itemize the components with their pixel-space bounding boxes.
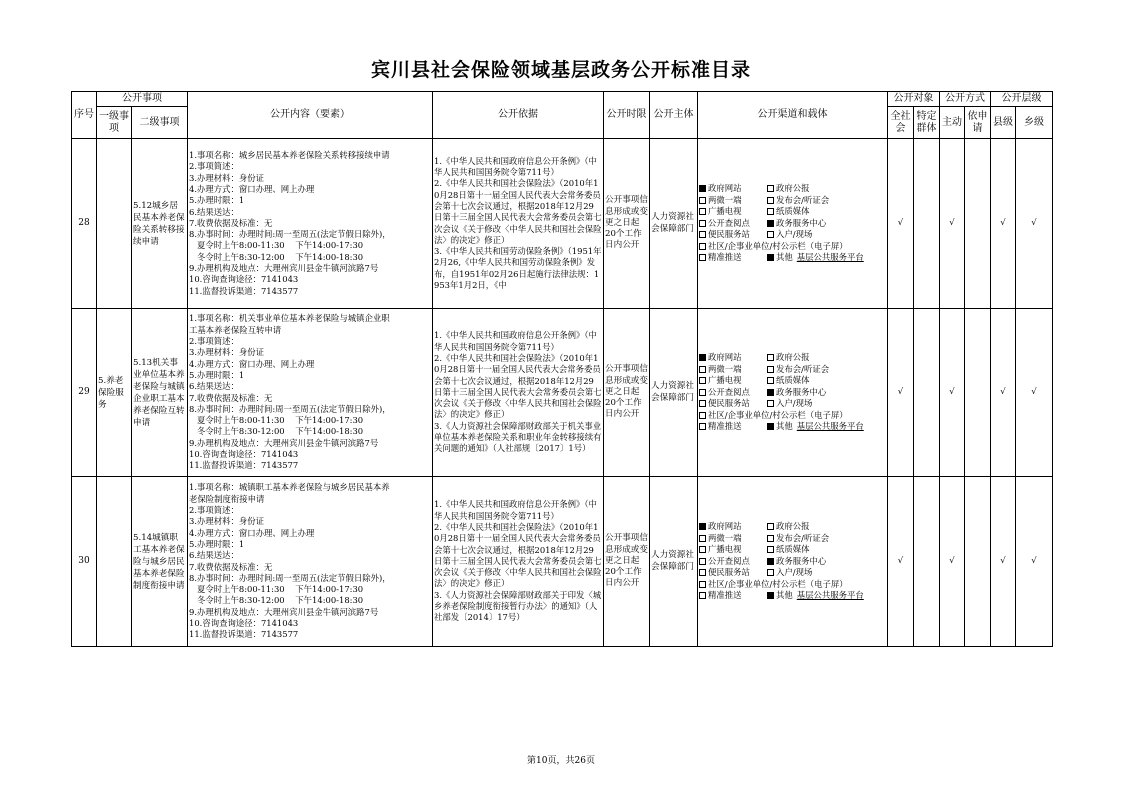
channel-label: 广播电视 (708, 375, 742, 386)
checked-box-icon (767, 220, 774, 227)
check-layer-county: √ (991, 139, 1016, 309)
check-method-active: √ (940, 309, 965, 477)
channel-row (699, 352, 886, 364)
time-limit: 公开事项信息形成或变更之日起20个工作日内公开 (604, 309, 650, 477)
row-seq: 28 (72, 139, 97, 309)
check-layer-county: √ (991, 477, 1016, 647)
channel-label: 纸质媒体 (776, 206, 810, 217)
channel-row (699, 556, 886, 568)
channel-item (767, 387, 826, 399)
header-layer-township: 乡级 (1016, 107, 1053, 139)
unchecked-box-icon (767, 546, 774, 553)
channel-item (699, 410, 848, 422)
channel-row (699, 533, 886, 545)
unchecked-box-icon (699, 569, 706, 576)
channel-extra: 基层公共服务平台 (796, 590, 864, 601)
unchecked-box-icon (699, 366, 706, 373)
channel-row (699, 567, 886, 579)
channel-row (699, 387, 886, 399)
channel-item (767, 352, 810, 364)
unchecked-box-icon (699, 546, 706, 553)
channel-label: 精准推送 (708, 252, 742, 263)
subject: 人力资源社会保障部门 (650, 477, 698, 647)
channel-label: 政府公报 (776, 520, 810, 531)
unchecked-box-icon (699, 400, 706, 407)
basis-text: 1.《中华人民共和国政府信息公开条例》（中华人民共和国国务院令第711号） 2.《中华人民共和国社会保险法》（2010年10月28日第十一届全国人民代表大会常务委员会第十七次会议通过，根据2018年12月29日第十三届全国人民代表大会常务委员会第七次会议《关于修改〈中华人民共和国社会保险法〉的决定》修正） 3.《人力资源社会保障部财政部关于机关事业单位基本养老保险关系和职业年金转移接续有关问题的通知》（人社部规〔2017〕1号） (433, 309, 604, 477)
channel-item (767, 533, 829, 545)
check-target-specific (914, 477, 940, 647)
check-target-specific (914, 309, 940, 477)
unchecked-box-icon (699, 197, 706, 204)
channel-item (767, 544, 810, 556)
channel-label: 公开查阅点 (708, 386, 750, 397)
channel-row (699, 218, 886, 230)
check-method-apply (965, 477, 991, 647)
channel-label: 政务服务中心 (776, 555, 827, 566)
channel-row (699, 410, 886, 422)
header-layer: 公开层级 (991, 92, 1053, 107)
checked-box-icon (767, 592, 774, 599)
channel-item (699, 579, 848, 591)
table-row (72, 309, 1053, 477)
channel-item (699, 398, 767, 410)
header-target-specific: 特定群体 (914, 107, 940, 139)
channels-list (698, 139, 888, 309)
channel-label: 便民服务站 (708, 567, 750, 578)
page-footer: 第10页，共26页 (527, 756, 595, 766)
channel-label: 便民服务站 (708, 398, 750, 409)
header-subject: 公开主体 (650, 92, 698, 139)
channel-label: 便民服务站 (708, 229, 750, 240)
channel-label: 广播电视 (708, 544, 742, 555)
table-header (72, 92, 1053, 139)
channel-item (767, 252, 864, 264)
header-level1: 一级事项 (97, 107, 132, 139)
checked-box-icon (767, 389, 774, 396)
channel-item (699, 567, 767, 579)
channel-row (699, 252, 886, 264)
channel-extra: 基层公共服务平台 (796, 252, 864, 263)
content-elements: 1.事项名称：城镇职工基本养老保险与城乡居民基本养 老保险制度衔接申请 2.事项简述： 3.办理材料：身份证 4.办理方式：窗口办理、网上办理 5.办理时限：1 6.结果送达： 7.收费依据及标准：无 8.办事时间：办理时间:周一至周五(法定节假日除外)， 夏令时上午8:00-11:30 下午14:00-17:30 冬令时上午8:30-12:00 下午14:00-18:30 9.办理机构及地点：大理州宾川县金牛镇河滨路7号 10.咨询查询途径：7141043 11.监督投诉渠道：7143577 (188, 477, 433, 647)
check-method-apply (965, 139, 991, 309)
unchecked-box-icon (699, 535, 706, 542)
channel-label: 精准推送 (708, 590, 742, 601)
channel-label: 其他 (776, 421, 793, 432)
level1-item (97, 139, 132, 309)
directory-table (71, 91, 1053, 647)
unchecked-box-icon (767, 366, 774, 373)
header-public-items: 公开事项 (97, 92, 188, 107)
channel-row (699, 241, 886, 253)
channel-label: 广播电视 (708, 206, 742, 217)
channel-item (767, 364, 829, 376)
channel-label: 公开查阅点 (708, 555, 750, 566)
unchecked-box-icon (767, 400, 774, 407)
table-body (72, 139, 1053, 647)
content-elements: 1.事项名称：机关事业单位基本养老保险与城镇企业职 工基本养老保险互转申请 2.事项简述： 3.办理材料：身份证 4.办理方式：窗口办理、网上办理 5.办理时限：1 6.结果送达： 7.收费依据及标准：无 8.办事时间：办理时间:周一至周五(法定节假日除外)， 夏令时上午8:00-11:30 下午14:00-17:30 冬令时上午8:30-12:00 下午14:00-18:30 9.办理机构及地点：大理州宾川县金牛镇河滨路7号 10.咨询查询途径：7141043 11.监督投诉渠道：7143577 (188, 309, 433, 477)
channel-row (699, 206, 886, 218)
checked-box-icon (699, 185, 706, 192)
channel-item (699, 375, 767, 387)
channel-row (699, 521, 886, 533)
time-limit: 公开事项信息形成或变更之日起20个工作日内公开 (604, 477, 650, 647)
channel-label: 社区/企事业单位/村公示栏（电子屏） (708, 409, 848, 420)
channel-item (767, 195, 829, 207)
check-layer-township: √ (1016, 477, 1053, 647)
channel-item (699, 421, 767, 433)
header-basis: 公开依据 (433, 92, 604, 139)
unchecked-box-icon (699, 254, 706, 261)
header-time: 公开时限 (604, 92, 650, 139)
check-layer-township: √ (1016, 309, 1053, 477)
channel-label: 政务服务中心 (776, 217, 827, 228)
channel-row (699, 364, 886, 376)
checked-box-icon (699, 523, 706, 530)
channel-item (699, 533, 767, 545)
unchecked-box-icon (699, 412, 706, 419)
channel-item (699, 556, 767, 568)
row-seq: 30 (72, 477, 97, 647)
channel-item (699, 218, 767, 230)
channel-label: 公开查阅点 (708, 217, 750, 228)
channel-label: 政府网站 (708, 520, 742, 531)
channels-list (698, 477, 888, 647)
table-row (72, 477, 1053, 647)
channel-label: 其他 (776, 252, 793, 263)
unchecked-box-icon (767, 354, 774, 361)
unchecked-box-icon (699, 220, 706, 227)
row-seq: 29 (72, 309, 97, 477)
check-target-specific (914, 139, 940, 309)
checked-box-icon (767, 423, 774, 430)
channel-row (699, 183, 886, 195)
channel-item (767, 590, 864, 602)
channel-item (699, 521, 767, 533)
header-level2: 二级事项 (132, 107, 188, 139)
channel-label: 纸质媒体 (776, 375, 810, 386)
channel-item (767, 521, 810, 533)
channel-item (767, 556, 826, 568)
channels-list (698, 309, 888, 477)
check-target-all: √ (888, 477, 914, 647)
channel-item (699, 183, 767, 195)
unchecked-box-icon (767, 523, 774, 530)
checked-box-icon (767, 254, 774, 261)
time-limit: 公开事项信息形成或变更之日起20个工作日内公开 (604, 139, 650, 309)
unchecked-box-icon (767, 569, 774, 576)
channel-label: 政府公报 (776, 182, 810, 193)
header-content: 公开内容（要素） (188, 92, 433, 139)
channel-label: 政务服务中心 (776, 386, 827, 397)
level2-item: 5.12城乡居民基本养老保险关系转移接续申请 (132, 139, 188, 309)
channel-item (699, 195, 767, 207)
channel-item (699, 590, 767, 602)
check-method-active: √ (940, 139, 965, 309)
channel-item (767, 229, 812, 241)
unchecked-box-icon (699, 389, 706, 396)
channel-item (699, 241, 848, 253)
channel-label: 入户/现场 (776, 398, 813, 409)
basis-text: 1.《中华人民共和国政府信息公开条例》（中华人民共和国国务院令第711号） 2.《中华人民共和国社会保险法》（2010年10月28日第十一届全国人民代表大会常务委员会第十七次会议通过，根据2018年12月29日第十三届全国人民代表大会常务委员会第七次会议《关于修改〈中华人民共和国社会保险法〉的决定》修正） 3.《人力资源社会保障部财政部关于印发〈城乡养老保险制度衔接暂行办法〉的通知》（人社部发〔2014〕17号） (433, 477, 604, 647)
unchecked-box-icon (699, 592, 706, 599)
unchecked-box-icon (699, 243, 706, 250)
channel-item (767, 567, 812, 579)
header-seq: 序号 (72, 92, 97, 139)
unchecked-box-icon (699, 377, 706, 384)
channel-label: 纸质媒体 (776, 544, 810, 555)
channel-label: 其他 (776, 590, 793, 601)
subject: 人力资源社会保障部门 (650, 309, 698, 477)
check-target-all: √ (888, 309, 914, 477)
unchecked-box-icon (767, 377, 774, 384)
checked-box-icon (699, 354, 706, 361)
channel-row (699, 590, 886, 602)
channel-label: 发布会/听证会 (776, 194, 830, 205)
channel-row (699, 398, 886, 410)
header-layer-county: 县级 (991, 107, 1016, 139)
level1-item: 5.养老保险服务 (97, 309, 132, 477)
channel-item (767, 183, 810, 195)
channel-label: 入户/现场 (776, 229, 813, 240)
unchecked-box-icon (699, 423, 706, 430)
channel-item (767, 206, 810, 218)
basis-text: 1.《中华人民共和国政府信息公开条例》（中华人民共和国国务院令第711号） 2.《中华人民共和国社会保险法》（2010年10月28日第十一届全国人民代表大会常务委员会第十七次会议通过，根据2018年12月29日第十三届全国人民代表大会常务委员会第七次会议《关于修改〈中华人民共和国社会保险法〉的决定》修正） 3.《中华人民共和国劳动保险条例》（1951年2月26,《中华人民共和国劳动保险条例》发布，自1951年02月26日起施行法律法规：1953年1月2日，《中 (433, 139, 604, 309)
check-method-apply (965, 309, 991, 477)
channel-row (699, 229, 886, 241)
channel-item (699, 352, 767, 364)
channel-label: 入户/现场 (776, 567, 813, 578)
channel-label: 社区/企事业单位/村公示栏（电子屏） (708, 240, 848, 251)
channel-extra: 基层公共服务平台 (796, 421, 864, 432)
level2-item: 5.14城镇职工基本养老保险与城乡居民基本养老保险制度衔接申请 (132, 477, 188, 647)
channel-label: 精准推送 (708, 421, 742, 432)
channel-row (699, 421, 886, 433)
checked-box-icon (767, 558, 774, 565)
channel-label: 政府公报 (776, 351, 810, 362)
header-target: 公开对象 (888, 92, 940, 107)
channel-row (699, 544, 886, 556)
subject: 人力资源社会保障部门 (650, 139, 698, 309)
header-channels: 公开渠道和载体 (698, 92, 888, 139)
check-method-active: √ (940, 477, 965, 647)
unchecked-box-icon (699, 231, 706, 238)
content-elements: 1.事项名称：城乡居民基本养老保险关系转移接续申请 2.事项简述： 3.办理材料：身份证 4.办理方式：窗口办理、网上办理 5.办理时限：1 6.结果送达： 7.收费依据及标准：无 8.办事时间：办理时间:周一至周五(法定节假日除外)， 夏令时上午8:00-11:30 下午14:00-17:30 冬令时上午8:30-12:00 下午14:00-18:30 9.办理机构及地点：大理州宾川县金牛镇河滨路7号 10.咨询查询途径：7141043 11.监督投诉渠道：7143577 (188, 139, 433, 309)
check-layer-county: √ (991, 309, 1016, 477)
channel-row (699, 195, 886, 207)
page-title: 宾川县社会保险领域基层政务公开标准目录 (370, 59, 751, 81)
unchecked-box-icon (767, 185, 774, 192)
channel-label: 发布会/听证会 (776, 363, 830, 374)
check-target-all: √ (888, 139, 914, 309)
header-method-apply: 依申请 (965, 107, 991, 139)
level1-item (97, 477, 132, 647)
channel-item (767, 398, 812, 410)
channel-item (767, 375, 810, 387)
channel-item (699, 387, 767, 399)
channel-item (699, 206, 767, 218)
header-target-all: 全社会 (888, 107, 914, 139)
unchecked-box-icon (767, 535, 774, 542)
channel-label: 社区/企事业单位/村公示栏（电子屏） (708, 578, 848, 589)
channel-item (699, 364, 767, 376)
channel-label: 政府网站 (708, 351, 742, 362)
channel-item (699, 229, 767, 241)
channel-item (699, 544, 767, 556)
channel-row (699, 375, 886, 387)
channel-item (699, 252, 767, 264)
unchecked-box-icon (767, 231, 774, 238)
unchecked-box-icon (699, 581, 706, 588)
header-method-active: 主动 (940, 107, 965, 139)
channel-label: 政府网站 (708, 182, 742, 193)
channel-row (699, 579, 886, 591)
level2-item: 5.13机关事业单位基本养老保险与城镇企业职工基本养老保险互转申请 (132, 309, 188, 477)
channel-label: 两微一端 (708, 194, 742, 205)
channel-label: 两微一端 (708, 363, 742, 374)
unchecked-box-icon (767, 197, 774, 204)
channel-label: 发布会/听证会 (776, 532, 830, 543)
header-method: 公开方式 (940, 92, 991, 107)
channel-label: 两微一端 (708, 532, 742, 543)
unchecked-box-icon (699, 558, 706, 565)
unchecked-box-icon (699, 208, 706, 215)
unchecked-box-icon (767, 208, 774, 215)
channel-item (767, 421, 864, 433)
check-layer-township: √ (1016, 139, 1053, 309)
table-row (72, 139, 1053, 309)
channel-item (767, 218, 826, 230)
